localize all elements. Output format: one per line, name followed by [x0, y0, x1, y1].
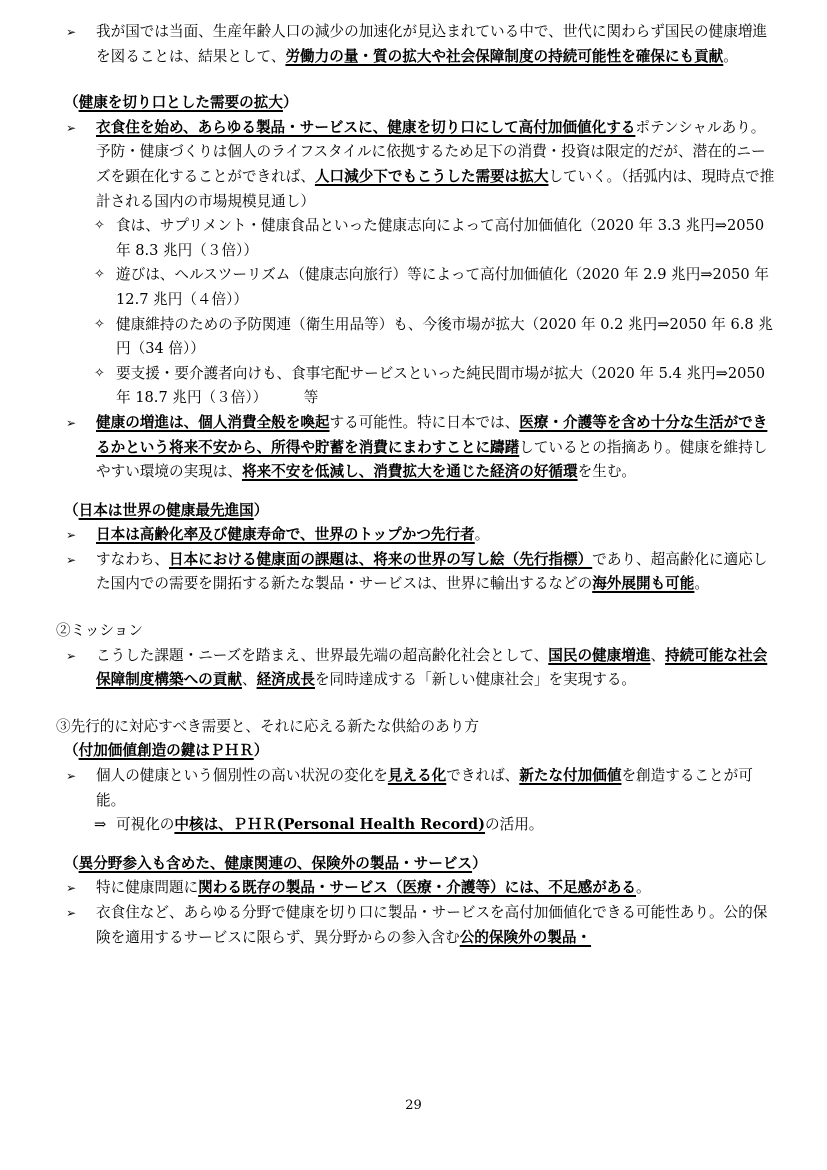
body-text: していく。（括弧内は、現時点で推計される国内の市場規模見通し）	[96, 167, 775, 210]
arrowhead-bullet-icon: ➢	[66, 552, 77, 567]
body-text: 。	[723, 47, 738, 65]
body-text: 可視化の	[116, 816, 175, 834]
bullet-paragraph	[56, 764, 776, 813]
body-text: 。	[694, 575, 709, 593]
emphasis-text: 海外展開も可能	[592, 575, 695, 593]
emphasis-text: 異分野参入も含めた、健康関連の、保険外の製品・サービス	[78, 854, 473, 872]
diamond-bullet-icon: ✧	[94, 267, 105, 283]
body-text: の活用。	[485, 816, 544, 834]
body-text: を生む。	[577, 463, 637, 481]
emphasis-text: 国民の健康増進	[548, 646, 651, 664]
bullet-paragraph	[56, 523, 776, 548]
arrowhead-bullet-icon: ➢	[66, 769, 77, 784]
diamond-bullet-icon: ✧	[94, 365, 105, 381]
body-text: 。	[474, 526, 490, 544]
emphasis-text: 持続可能な社会保障制度構築への貢献	[96, 646, 768, 689]
body-text: 。	[636, 879, 651, 897]
section-heading	[56, 91, 776, 116]
diamond-bullet-icon: ✧	[94, 316, 105, 332]
bullet-paragraph	[56, 20, 776, 69]
emphasis-text: 新たな付加価値	[519, 767, 622, 785]
sub-bullet-item	[56, 263, 776, 312]
body-text: 健康維持のための予防関連（衛生用品等）も、今後市場が拡大（2020 年 0.2 兆円⇒2050 年 6.8 兆円（34 倍））	[116, 315, 773, 358]
emphasis-text: 日本は高齢化率及び健康寿命で、世界のトップかつ先行者	[96, 526, 475, 544]
body-text: を同時達成する「新しい健康社会」を実現する。	[314, 671, 637, 689]
emphasis-text: 労働力の量・質の拡大や社会保障制度の持続可能性を確保にも貢献	[285, 47, 724, 65]
diamond-bullet-icon: ✧	[94, 218, 105, 234]
body-text: 衣食住など、あらゆる分野で健康を切り口に製品・サービスを高付加価値化できる可能性あり。公的保険を適用するサービスに限らず、異分野からの参入含む	[96, 904, 768, 946]
emphasis-text: 付加価値創造の鍵はＰＨＲ	[78, 742, 254, 760]
body-text: であり、超高齢化に適応した国内での需要を開拓する新たな製品・サービスは、世界に輸出するなどの	[96, 550, 768, 593]
arrowhead-bullet-icon: ➢	[66, 648, 77, 663]
body-text: すなわち、	[96, 550, 169, 568]
emphasis-text: 中核は、ＰＨＲ(Personal Health Record)	[174, 816, 485, 834]
arrowhead-bullet-icon: ➢	[66, 906, 77, 920]
emphasis-text: 関わる既存の製品・サービス（医療・介護等）には、不足感がある	[198, 879, 636, 897]
body-text: 遊びは、ヘルスツーリズム（健康志向旅行）等によって高付加価値化（2020 年 2.9 兆円⇒2050 年 12.7 兆円（４倍））	[116, 266, 769, 308]
bullet-paragraph	[56, 876, 776, 901]
bullet-paragraph	[56, 644, 776, 693]
arrowhead-bullet-icon: ➢	[66, 528, 77, 543]
sub-bullet-item	[56, 214, 776, 263]
body-text: ③先行的に対応すべき需要と、それに応える新たな供給のあり方	[56, 717, 479, 735]
emphasis-text: 衣食住を始め、あらゆる製品・サービスに、健康を切り口にして高付加価値化する	[96, 118, 636, 136]
page-number: 29	[405, 1098, 422, 1113]
body-text: （	[64, 501, 79, 519]
emphasis-text: 経済成長	[256, 671, 315, 689]
body-text: 特に健康問題に	[96, 879, 199, 897]
body-text: （	[64, 742, 79, 760]
body-text: （	[64, 94, 79, 112]
sub-bullet-item	[56, 313, 776, 362]
body-text: 食は、サプリメント・健康食品といった健康志向によって高付加価値化（2020 年 3.3 兆円⇒2050 年 8.3 兆円（３倍））	[116, 217, 765, 259]
emphasis-text: 公的保険外の製品・	[459, 928, 592, 946]
section-title	[56, 715, 776, 740]
arrowhead-bullet-icon: ➢	[66, 881, 77, 896]
section-title	[56, 619, 776, 644]
emphasis-text: 医療・介護等を含め十分な生活ができるかという将来不安から、所得や貯蓄を消費にまわすことに躊躇	[96, 413, 768, 456]
section-heading	[56, 739, 776, 764]
bullet-paragraph	[56, 901, 776, 950]
body-text: ）	[472, 854, 487, 872]
body-text: ）	[253, 742, 269, 760]
arrow-note	[56, 813, 776, 838]
body-text: しているとの指摘あり。健康を維持しやすい環境の実現は、	[96, 438, 768, 481]
emphasis-text: 将来不安を低減し、消費拡大を通じた経済の好循環	[241, 463, 578, 481]
bullet-paragraph	[56, 548, 776, 597]
body-text: する可能性。特に日本では、	[329, 413, 520, 431]
body-text: （	[64, 854, 79, 872]
body-text: を創造することが可能。	[96, 767, 753, 809]
arrowhead-bullet-icon: ➢	[66, 415, 77, 430]
arrowhead-bullet-icon: ➢	[66, 25, 77, 39]
bullet-paragraph	[56, 411, 776, 485]
document-body	[56, 20, 776, 950]
body-text: こうした課題・ニーズを踏まえ、世界最先端の超高齢化社会として、	[96, 646, 549, 664]
bullet-paragraph	[56, 116, 776, 214]
body-text: ）	[282, 94, 298, 112]
body-text: ポテンシャルあり。予防・健康づくりは個人のライフスタイルに依拠するため足下の消費・投資は限定的だが、潜在的ニーズを顕在化することができれば、	[96, 118, 766, 185]
body-text: 我が国では当面、生産年齢人口の減少の加速化が見込まれている中で、世代に関わらず国民の健康増進を図ることは、結果として、	[96, 23, 768, 65]
body-text: 、	[241, 671, 257, 689]
body-text: 、	[650, 646, 666, 664]
body-text: できれば、	[446, 767, 520, 785]
body-text: ）	[253, 501, 269, 519]
sub-bullet-item	[56, 362, 776, 411]
implies-arrow-icon: ⇒	[94, 816, 107, 834]
section-heading	[56, 499, 776, 524]
emphasis-text: 人口減少下でもこうした需要は拡大	[314, 167, 549, 185]
body-text: 要支援・要介護者向けも、食事宅配サービスといった純民間市場が拡大（2020 年 5.4 兆円⇒2050 年 18.7 兆円（３倍）） 等	[116, 364, 766, 407]
section-heading	[56, 852, 776, 877]
arrowhead-bullet-icon: ➢	[66, 120, 77, 135]
emphasis-text: 見える化	[387, 767, 447, 785]
body-text: 個人の健康という個別性の高い状況の変化を	[96, 767, 388, 785]
emphasis-text: 健康の増進は、個人消費全般を喚起	[96, 413, 330, 431]
emphasis-text: 日本は世界の健康最先進国	[78, 501, 254, 519]
emphasis-text: 健康を切り口とした需要の拡大	[78, 94, 283, 112]
body-text: ②ミッション	[56, 622, 143, 640]
emphasis-text: 日本における健康面の課題は、将来の世界の写し絵（先行指標）	[168, 550, 593, 568]
